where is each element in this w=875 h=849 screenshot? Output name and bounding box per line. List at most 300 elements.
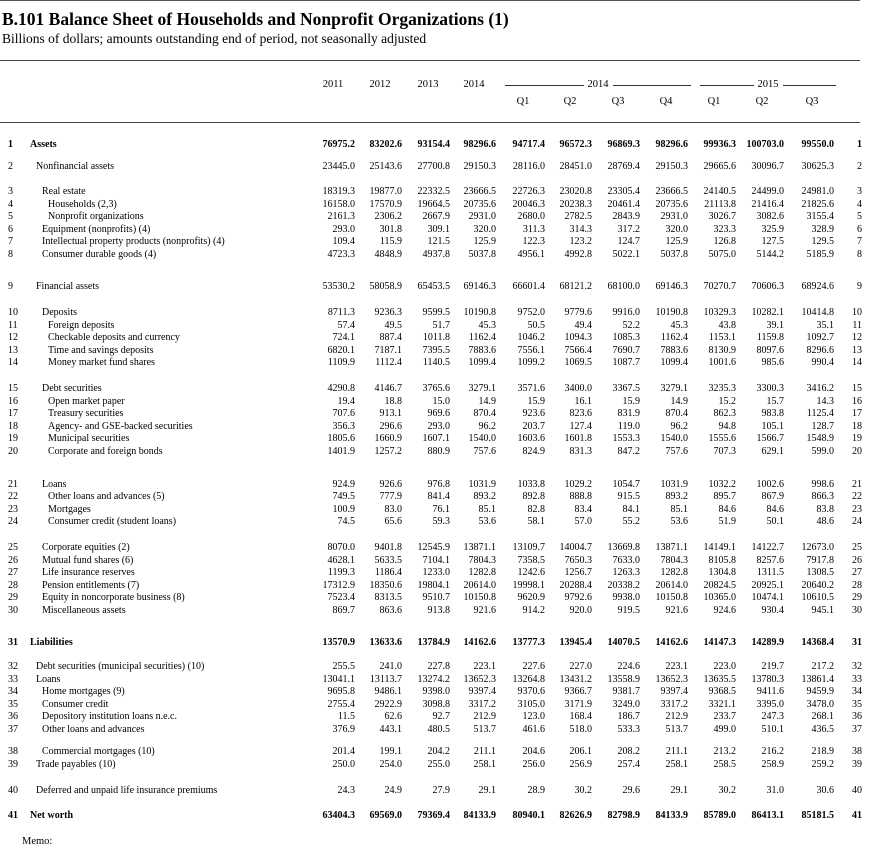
value-cell: 29.6 [622, 785, 640, 796]
value-cell: 1308.5 [806, 567, 834, 578]
value-cell: 29150.3 [655, 161, 688, 172]
line-number-right: 35 [852, 699, 862, 710]
value-cell: 52.2 [622, 320, 640, 331]
value-cell: 123.2 [569, 236, 592, 247]
table-row [0, 199, 875, 211]
value-cell: 227.0 [569, 661, 592, 672]
value-cell: 14004.7 [559, 542, 592, 553]
value-cell: 13633.6 [369, 637, 402, 648]
table-row [0, 357, 875, 369]
value-cell: 293.0 [427, 421, 450, 432]
row-label: Net worth [30, 810, 74, 821]
value-cell: 29665.6 [703, 161, 736, 172]
value-cell: 19664.5 [417, 199, 450, 210]
value-cell: 7556.1 [517, 345, 545, 356]
value-cell: 168.4 [569, 711, 592, 722]
value-cell: 94717.4 [512, 139, 545, 150]
row-label: Trade payables (10) [36, 759, 116, 770]
value-cell: 893.2 [473, 491, 496, 502]
value-cell: 10329.3 [703, 307, 736, 318]
value-cell: 223.0 [713, 661, 736, 672]
value-cell: 28451.0 [559, 161, 592, 172]
value-cell: 15.9 [527, 396, 545, 407]
value-cell: 3400.0 [564, 383, 592, 394]
value-cell: 3300.3 [756, 383, 784, 394]
line-number-right: 20 [852, 446, 862, 457]
value-cell: 1140.5 [422, 357, 450, 368]
row-label: Foreign deposits [48, 320, 115, 331]
value-cell: 4956.1 [517, 249, 545, 260]
value-cell: 983.8 [761, 408, 784, 419]
value-cell: 27700.8 [417, 161, 450, 172]
value-cell: 19804.1 [417, 580, 450, 591]
year-header: 2012 [369, 79, 391, 90]
row-label: Assets [30, 139, 57, 150]
line-number: 27 [8, 567, 18, 578]
value-cell: 1099.4 [468, 357, 496, 368]
row-label: Equity in noncorporate business (8) [42, 592, 185, 603]
row-label: Intellectual property products (nonprofits) (4) [42, 236, 225, 247]
line-number-right: 2 [857, 161, 862, 172]
value-cell: 870.4 [665, 408, 688, 419]
line-number: 36 [8, 711, 18, 722]
line-number: 29 [8, 592, 18, 603]
value-cell: 217.2 [811, 661, 834, 672]
value-cell: 15.9 [622, 396, 640, 407]
table-row [0, 249, 875, 261]
value-cell: 10474.1 [751, 592, 784, 603]
value-cell: 921.6 [665, 605, 688, 616]
value-cell: 128.7 [811, 421, 834, 432]
value-cell: 9366.7 [564, 686, 592, 697]
line-number-right: 4 [857, 199, 862, 210]
value-cell: 2782.5 [564, 211, 592, 222]
line-number-right: 7 [857, 236, 862, 247]
table-row [0, 661, 875, 673]
value-cell: 129.5 [811, 236, 834, 247]
row-label: Households (2,3) [48, 199, 117, 210]
value-cell: 28.9 [527, 785, 545, 796]
line-number-right: 34 [852, 686, 862, 697]
value-cell: 831.9 [617, 408, 640, 419]
table-row [0, 567, 875, 579]
value-cell: 3279.1 [468, 383, 496, 394]
value-cell: 499.0 [713, 724, 736, 735]
value-cell: 1099.4 [660, 357, 688, 368]
value-cell: 69146.3 [655, 281, 688, 292]
value-cell: 30625.3 [801, 161, 834, 172]
year-group-2014 [505, 79, 691, 94]
value-cell: 24981.0 [801, 186, 834, 197]
value-cell: 923.6 [522, 408, 545, 419]
value-cell: 10150.8 [655, 592, 688, 603]
value-cell: 186.7 [617, 711, 640, 722]
value-cell: 5185.9 [806, 249, 834, 260]
value-cell: 293.0 [332, 224, 355, 235]
value-cell: 1033.8 [517, 479, 545, 490]
quarter-header: Q3 [611, 96, 625, 107]
value-cell: 49.5 [384, 320, 402, 331]
value-cell: 99936.3 [703, 139, 736, 150]
value-cell: 57.4 [337, 320, 355, 331]
value-cell: 3098.8 [422, 699, 450, 710]
value-cell: 23666.5 [655, 186, 688, 197]
value-cell: 3155.4 [806, 211, 834, 222]
value-cell: 29.1 [670, 785, 688, 796]
table-row [0, 479, 875, 491]
value-cell: 21416.4 [751, 199, 784, 210]
value-cell: 14.9 [670, 396, 688, 407]
value-cell: 863.6 [379, 605, 402, 616]
value-cell: 1186.4 [374, 567, 402, 578]
value-cell: 85.1 [670, 504, 688, 515]
row-label: Consumer credit (student loans) [48, 516, 177, 527]
value-cell: 320.0 [665, 224, 688, 235]
value-cell: 13945.4 [559, 637, 592, 648]
table-row [0, 711, 875, 723]
value-cell: 1112.4 [375, 357, 402, 368]
value-cell: 82798.9 [607, 810, 640, 821]
value-cell: 7917.8 [806, 555, 834, 566]
value-cell: 8097.6 [756, 345, 784, 356]
value-cell: 99550.0 [801, 139, 834, 150]
value-cell: 63404.3 [322, 810, 355, 821]
row-label: Other loans and advances [42, 724, 145, 735]
value-cell: 203.7 [522, 421, 545, 432]
line-number: 35 [8, 699, 18, 710]
value-cell: 443.1 [379, 724, 402, 735]
row-label: Depository institution loans n.e.c. [42, 711, 177, 722]
value-cell: 45.3 [670, 320, 688, 331]
value-cell: 7104.1 [422, 555, 450, 566]
value-cell: 13113.7 [369, 674, 402, 685]
value-cell: 3171.9 [564, 699, 592, 710]
value-cell: 823.6 [569, 408, 592, 419]
line-number-right: 6 [857, 224, 862, 235]
value-cell: 9486.1 [374, 686, 402, 697]
value-cell: 20735.6 [463, 199, 496, 210]
table-row [0, 281, 875, 293]
value-cell: 258.9 [761, 759, 784, 770]
value-cell: 9752.0 [517, 307, 545, 318]
line-number: 14 [8, 357, 18, 368]
table-row [0, 686, 875, 698]
value-cell: 24499.0 [751, 186, 784, 197]
value-cell: 24140.5 [703, 186, 736, 197]
value-cell: 24.3 [337, 785, 355, 796]
value-cell: 84.6 [718, 504, 736, 515]
value-cell: 9459.9 [806, 686, 834, 697]
value-cell: 3026.7 [708, 211, 736, 222]
row-label: Time and savings deposits [48, 345, 154, 356]
line-number: 13 [8, 345, 18, 356]
value-cell: 51.7 [432, 320, 450, 331]
value-cell: 323.3 [713, 224, 736, 235]
value-cell: 893.2 [665, 491, 688, 502]
table-row [0, 637, 875, 649]
value-cell: 1031.9 [660, 479, 688, 490]
line-number-right: 8 [857, 249, 862, 260]
value-cell: 119.0 [617, 421, 640, 432]
value-cell: 70270.7 [703, 281, 736, 292]
value-cell: 83.8 [816, 504, 834, 515]
row-label: Loans [42, 479, 67, 490]
value-cell: 227.6 [522, 661, 545, 672]
table-row [0, 592, 875, 604]
value-cell: 757.6 [665, 446, 688, 457]
value-cell: 296.6 [379, 421, 402, 432]
value-cell: 30096.7 [751, 161, 784, 172]
row-label: Mutual fund shares (6) [42, 555, 134, 566]
value-cell: 533.3 [617, 724, 640, 735]
value-cell: 1555.6 [708, 433, 736, 444]
value-cell: 9401.8 [374, 542, 402, 553]
value-cell: 7187.1 [374, 345, 402, 356]
value-cell: 98296.6 [463, 139, 496, 150]
value-cell: 724.1 [332, 332, 355, 343]
value-cell: 28116.0 [512, 161, 545, 172]
value-cell: 1311.5 [756, 567, 784, 578]
line-number: 26 [8, 555, 18, 566]
value-cell: 513.7 [473, 724, 496, 735]
value-cell: 1566.7 [756, 433, 784, 444]
table-row [0, 491, 875, 503]
value-cell: 4848.9 [374, 249, 402, 260]
value-cell: 29.1 [478, 785, 496, 796]
value-cell: 20461.4 [607, 199, 640, 210]
value-cell: 20046.3 [512, 199, 545, 210]
value-cell: 4937.8 [422, 249, 450, 260]
value-cell: 1092.7 [806, 332, 834, 343]
line-number-right: 5 [857, 211, 862, 222]
line-number-right: 21 [852, 479, 862, 490]
value-cell: 3082.6 [756, 211, 784, 222]
table-row [0, 408, 875, 420]
line-number: 21 [8, 479, 18, 490]
line-number: 19 [8, 433, 18, 444]
value-cell: 914.2 [522, 605, 545, 616]
value-cell: 92.7 [432, 711, 450, 722]
top-rule [0, 0, 860, 1]
value-cell: 96869.3 [607, 139, 640, 150]
value-cell: 51.9 [718, 516, 736, 527]
value-cell: 257.4 [617, 759, 640, 770]
line-number: 32 [8, 661, 18, 672]
value-cell: 888.8 [569, 491, 592, 502]
value-cell: 69146.3 [463, 281, 496, 292]
value-cell: 1805.6 [327, 433, 355, 444]
table-row [0, 433, 875, 445]
value-cell: 1085.3 [612, 332, 640, 343]
value-cell: 510.1 [761, 724, 784, 735]
value-cell: 10150.8 [463, 592, 496, 603]
row-label: Real estate [42, 186, 86, 197]
value-cell: 14.3 [816, 396, 834, 407]
value-cell: 84133.9 [463, 810, 496, 821]
value-cell: 14289.9 [751, 637, 784, 648]
value-cell: 10282.1 [751, 307, 784, 318]
value-cell: 924.9 [332, 479, 355, 490]
value-cell: 20614.0 [655, 580, 688, 591]
value-cell: 268.1 [811, 711, 834, 722]
value-cell: 109.4 [332, 236, 355, 247]
value-cell: 65.6 [384, 516, 402, 527]
value-cell: 69569.0 [369, 810, 402, 821]
value-cell: 7523.4 [327, 592, 355, 603]
line-number-right: 33 [852, 674, 862, 685]
line-number: 11 [8, 320, 18, 331]
value-cell: 311.3 [522, 224, 545, 235]
value-cell: 21825.6 [801, 199, 834, 210]
line-number-right: 10 [852, 307, 862, 318]
line-number: 7 [8, 236, 13, 247]
table-row [0, 383, 875, 395]
table-row [0, 396, 875, 408]
table-row [0, 542, 875, 554]
value-cell: 309.1 [427, 224, 450, 235]
value-cell: 1011.8 [422, 332, 450, 343]
value-cell: 20614.0 [463, 580, 496, 591]
value-cell: 913.8 [427, 605, 450, 616]
value-cell: 50.5 [527, 320, 545, 331]
value-cell: 23666.5 [463, 186, 496, 197]
value-cell: 892.8 [522, 491, 545, 502]
value-cell: 2680.0 [517, 211, 545, 222]
line-number: 40 [8, 785, 18, 796]
value-cell: 8130.9 [708, 345, 736, 356]
value-cell: 9599.5 [422, 307, 450, 318]
row-label: Corporate and foreign bonds [48, 446, 163, 457]
table-row [0, 161, 875, 173]
line-number: 28 [8, 580, 18, 591]
value-cell: 9510.7 [422, 592, 450, 603]
value-cell: 100703.0 [746, 139, 784, 150]
value-cell: 115.9 [379, 236, 402, 247]
value-cell: 10610.5 [801, 592, 834, 603]
value-cell: 9779.6 [564, 307, 592, 318]
row-label: Open market paper [48, 396, 125, 407]
value-cell: 19.4 [337, 396, 355, 407]
value-cell: 1256.7 [564, 567, 592, 578]
value-cell: 2931.0 [660, 211, 688, 222]
value-cell: 11.5 [337, 711, 355, 722]
value-cell: 841.4 [427, 491, 450, 502]
table-row [0, 186, 875, 198]
value-cell: 70606.3 [751, 281, 784, 292]
table-row [0, 516, 875, 528]
value-cell: 1087.7 [612, 357, 640, 368]
value-cell: 9938.0 [612, 592, 640, 603]
value-cell: 2667.9 [422, 211, 450, 222]
value-cell: 211.1 [473, 746, 496, 757]
line-number-right: 16 [852, 396, 862, 407]
value-cell: 9381.7 [612, 686, 640, 697]
value-cell: 1540.0 [468, 433, 496, 444]
value-cell: 18350.6 [369, 580, 402, 591]
value-cell: 880.9 [427, 446, 450, 457]
line-number: 23 [8, 504, 18, 515]
quarter-header: Q2 [563, 96, 577, 107]
value-cell: 869.7 [332, 605, 355, 616]
value-cell: 13780.3 [751, 674, 784, 685]
value-cell: 74.5 [337, 516, 355, 527]
table-row [0, 307, 875, 319]
value-cell: 9370.6 [517, 686, 545, 697]
value-cell: 83.4 [574, 504, 592, 515]
value-cell: 83202.6 [369, 139, 402, 150]
value-cell: 14.9 [478, 396, 496, 407]
line-number-right: 27 [852, 567, 862, 578]
value-cell: 2843.9 [612, 211, 640, 222]
quarter-header: Q3 [805, 96, 819, 107]
value-cell: 45.3 [478, 320, 496, 331]
value-cell: 48.6 [816, 516, 834, 527]
value-cell: 62.6 [384, 711, 402, 722]
value-cell: 223.1 [665, 661, 688, 672]
value-cell: 1153.1 [708, 332, 736, 343]
value-cell: 4723.3 [327, 249, 355, 260]
value-cell: 58058.9 [369, 281, 402, 292]
value-cell: 98296.6 [655, 139, 688, 150]
line-number-right: 13 [852, 345, 862, 356]
value-cell: 80940.1 [512, 810, 545, 821]
value-cell: 2161.3 [327, 211, 355, 222]
table-row [0, 605, 875, 617]
line-number: 39 [8, 759, 18, 770]
value-cell: 1109.9 [327, 357, 355, 368]
value-cell: 1032.2 [708, 479, 736, 490]
row-label: Debt securities (municipal securities) (10) [36, 661, 205, 672]
table-title: B.101 Balance Sheet of Households and Nonprofit Organizations (1) [2, 9, 509, 29]
value-cell: 5633.5 [374, 555, 402, 566]
value-cell: 1233.0 [422, 567, 450, 578]
value-cell: 1002.6 [756, 479, 784, 490]
line-number: 1 [8, 139, 13, 150]
line-number: 34 [8, 686, 18, 697]
value-cell: 9368.5 [708, 686, 736, 697]
table-row [0, 674, 875, 686]
value-cell: 105.1 [761, 421, 784, 432]
value-cell: 126.8 [713, 236, 736, 247]
value-cell: 847.2 [617, 446, 640, 457]
table-row [0, 724, 875, 736]
value-cell: 96.2 [670, 421, 688, 432]
value-cell: 258.1 [665, 759, 688, 770]
value-cell: 123.0 [522, 711, 545, 722]
value-cell: 3235.3 [708, 383, 736, 394]
line-number: 9 [8, 281, 13, 292]
value-cell: 13558.9 [607, 674, 640, 685]
value-cell: 18.8 [384, 396, 402, 407]
quarter-header: Q4 [659, 96, 673, 107]
value-cell: 913.1 [379, 408, 402, 419]
value-cell: 12673.0 [801, 542, 834, 553]
value-cell: 7804.3 [468, 555, 496, 566]
value-cell: 7358.5 [517, 555, 545, 566]
value-cell: 30.6 [816, 785, 834, 796]
value-cell: 1125.4 [806, 408, 834, 419]
value-cell: 68121.2 [559, 281, 592, 292]
line-number: 17 [8, 408, 18, 419]
value-cell: 757.6 [473, 446, 496, 457]
value-cell: 13861.4 [801, 674, 834, 685]
value-cell: 9620.9 [517, 592, 545, 603]
value-cell: 7566.4 [564, 345, 592, 356]
line-number-right: 3 [857, 186, 862, 197]
value-cell: 18319.3 [322, 186, 355, 197]
value-cell: 20640.2 [801, 580, 834, 591]
value-cell: 926.6 [379, 479, 402, 490]
